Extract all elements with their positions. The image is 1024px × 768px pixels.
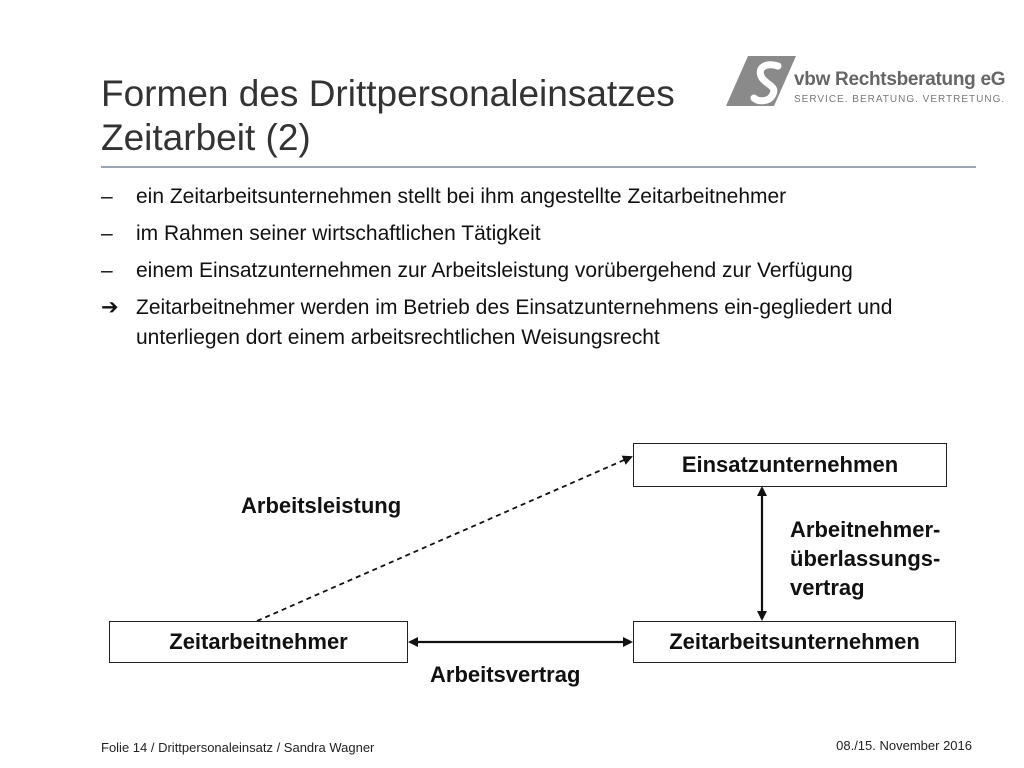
footer-date: 08./15. November 2016 [836,738,972,753]
dash-icon: – [101,259,113,282]
dash-icon: – [101,222,113,245]
box-zeitarbeitsunternehmen-label: Zeitarbeitsunternehmen [669,629,920,654]
logo-tagline: SERVICE. BERATUNG. VERTRETUNG. [794,94,1006,105]
bullet-text: im Rahmen seiner wirtschaftlichen Tätigkeit [136,222,541,245]
bullet-text: einem Einsatzunternehmen zur Arbeitsleistung vorübergehend zur Verfügung [136,259,853,282]
bullet-text: ein Zeitarbeitsunternehmen stellt bei ihm angestellte Zeitarbeitnehmer [136,185,787,208]
slide-title-line-2: Zeitarbeit (2) [101,117,311,158]
box-zeitarbeitnehmer [109,621,408,663]
label-ueberlassungsvertrag-line-3: vertrag [790,575,865,600]
label-arbeitsleistung: Arbeitsleistung [241,493,402,518]
label-ueberlassungsvertrag-line-1: Arbeitnehmer- [790,517,941,542]
label-ueberlassungsvertrag-line-2: überlassungs- [790,546,941,571]
logo-brand-name: vbw Rechtsberatung eG [794,69,1006,90]
dash-icon: – [101,185,113,208]
label-arbeitsvertrag: Arbeitsvertrag [430,662,581,687]
slide-title-line-1: Formen des Drittpersonaleinsatzes [101,73,675,114]
box-einsatzunternehmen-label: Einsatzunternehmen [681,452,899,477]
arrow-right-icon: ➔ [101,296,119,319]
box-einsatzunternehmen [633,443,947,487]
box-zeitarbeitsunternehmen [633,621,956,663]
label-ueberlassungsvertrag [790,515,940,602]
box-zeitarbeitnehmer-label: Zeitarbeitnehmer [169,629,348,654]
bullet-text: Zeitarbeitnehmer werden im Betrieb des Einsatzunternehmens ein-gegliedert und unterliegen dort einem arbeitsrechtlichen Weisungsrecht [136,296,893,349]
arbeitsleistung-arrow [257,457,631,621]
footer-left: Folie 14 / Drittpersonaleinsatz / Sandra Wagner [101,740,375,755]
